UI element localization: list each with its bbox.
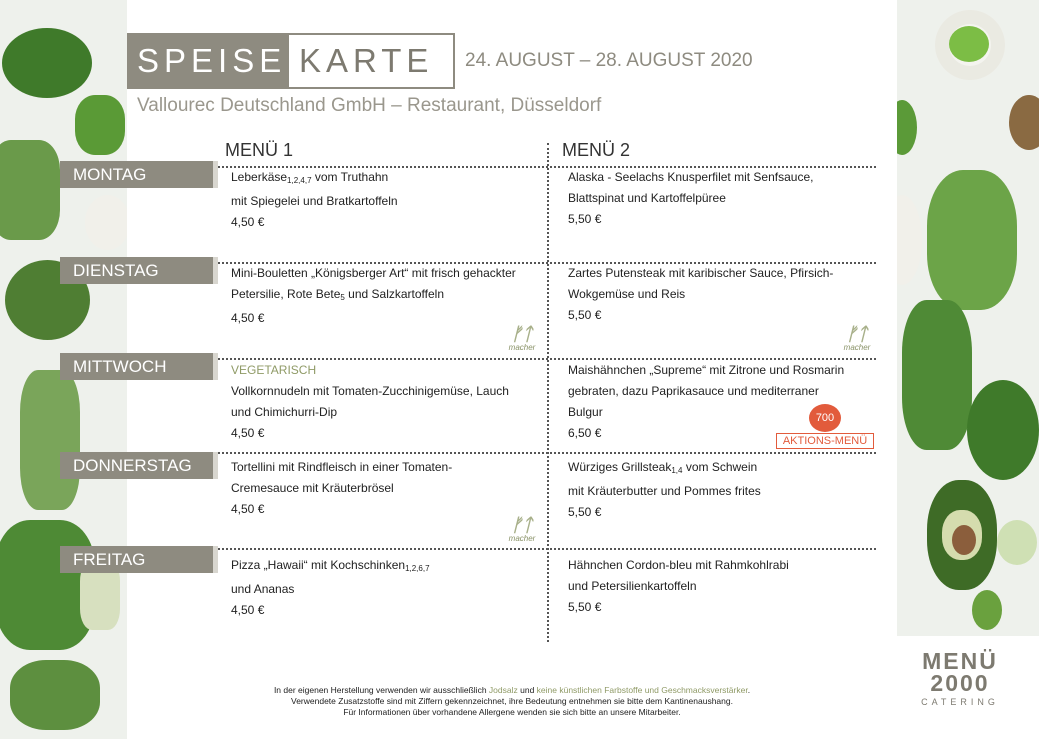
macher-label: macher [843,343,871,352]
day-tab-montag: MONTAG [60,161,213,188]
menu2-heading: MENÜ 2 [562,140,631,160]
aktion-icon: 700 [809,404,841,432]
day-tab-freitag: FREITAG [60,546,213,573]
macher-label: macher [508,343,536,352]
dish-description: Vollkornnudeln mit Tomaten-Zucchinigemüse, Lauch und Chimichurri-Dip [231,384,509,419]
dish-price: 5,50 € [568,212,602,226]
macher-badge-icon: ᚠᛏ macher [843,324,871,352]
menu2000-logo [906,650,1014,707]
logo-line-3: CATERING [921,697,999,707]
dish-price: 4,50 € [231,215,265,229]
dish-price: 4,50 € [231,426,265,440]
dish-description: Würziges Grillsteak$_{1,4}$ vom Schwein mit Kräuterbutter und Pommes frites [568,460,761,498]
footer-line-3: Für Informationen über vorhandene Allergene wenden sie sich bitte an unsere Mitarbeiter. [343,707,681,717]
logo-line-1: MENÜ [922,648,998,674]
day-tab-donnerstag: DONNERSTAG [60,452,213,479]
dish-description: Maishähnchen „Supreme“ mit Zitrone und Rosmarin gebraten, dazu Paprikasauce und mediterraner Bulgur [568,363,845,419]
dish-description: Pizza „Hawaii“ mit Kochschinken$_{1,2,6,7}$ und Ananas [231,558,430,596]
dish-description: Zartes Putensteak mit karibischer Sauce, Pfirsich- Wokgemüse und Reis [568,266,834,301]
aktion-label: AKTIONS-MENÜ [776,433,874,449]
row-divider [213,548,876,550]
vegetarian-label: VEGETARISCH [231,363,317,377]
dish-price: 4,50 € [231,502,265,516]
dish-description: Mini-Bouletten „Königsberger Art“ mit frisch gehackter Petersilie, Rote Bete$_5$ und Salzkartoffeln [231,266,516,302]
dish-dienstag-menu2 [568,263,833,326]
dish-montag-menu2 [568,167,813,230]
menu1-heading: MENÜ 1 [225,140,294,160]
row-divider [213,452,876,454]
column-divider [547,143,549,642]
title-karte: KARTE [299,42,434,79]
macher-badge-icon: ᚠᛏ macher [508,324,536,352]
dish-price: 4,50 € [231,603,265,617]
dish-mittwoch-menu1 [231,360,509,444]
dish-donnerstag-menu1 [231,457,452,520]
footer-line-1: In der eigenen Herstellung verwenden wir ausschließlich Jodsalz und keine künstlichen Farbstoffe und Geschmacksverstärker. [273,685,751,695]
dish-price: 5,50 € [568,505,602,519]
vegetable-photo-right [897,0,1039,636]
dish-description: Hähnchen Cordon-bleu mit Rahmkohlrabi und Petersilienkartoffeln [568,558,789,593]
dish-description: Alaska - Seelachs Knusperfilet mit Senfsauce, Blattspinat und Kartoffelpüree [568,170,814,205]
page-title [127,33,455,89]
footer-notes [212,685,812,718]
title-speise: SPEISE [129,35,289,87]
dish-price: 4,50 € [231,311,265,325]
footer-line-2: Verwendete Zusatzstoffe sind mit Ziffern gekennzeichnet, ihre Bedeutung entnehmen sie bitte dem Kantinenaushang. [291,696,733,706]
date-range: 24. AUGUST – 28. AUGUST 2020 [465,50,753,71]
macher-badge-icon: ᚠᛏ macher [508,515,536,543]
dish-donnerstag-menu2 [568,457,761,523]
macher-label: macher [508,534,536,543]
dish-montag-menu1 [231,167,398,233]
logo-line-2: 2000 [930,670,990,696]
dish-price: 5,50 € [568,600,602,614]
dish-dienstag-menu1 [231,263,516,329]
dish-freitag-menu1 [231,555,430,621]
dish-price: 6,50 € [568,426,602,440]
dish-description: Leberkäse$_{1,2,4,7}$ vom Truthahn mit Spiegelei und Bratkartoffeln [231,170,398,208]
day-tab-mittwoch: MITTWOCH [60,353,213,380]
aktions-menu-badge [776,404,874,449]
day-tab-dienstag: DIENSTAG [60,257,213,284]
company-name: Vallourec Deutschland GmbH – Restaurant, Düsseldorf [137,95,602,116]
dish-price: 5,50 € [568,308,602,322]
dish-freitag-menu2 [568,555,789,618]
dish-description: Tortellini mit Rindfleisch in einer Tomaten- Cremesauce mit Kräuterbrösel [231,460,453,495]
